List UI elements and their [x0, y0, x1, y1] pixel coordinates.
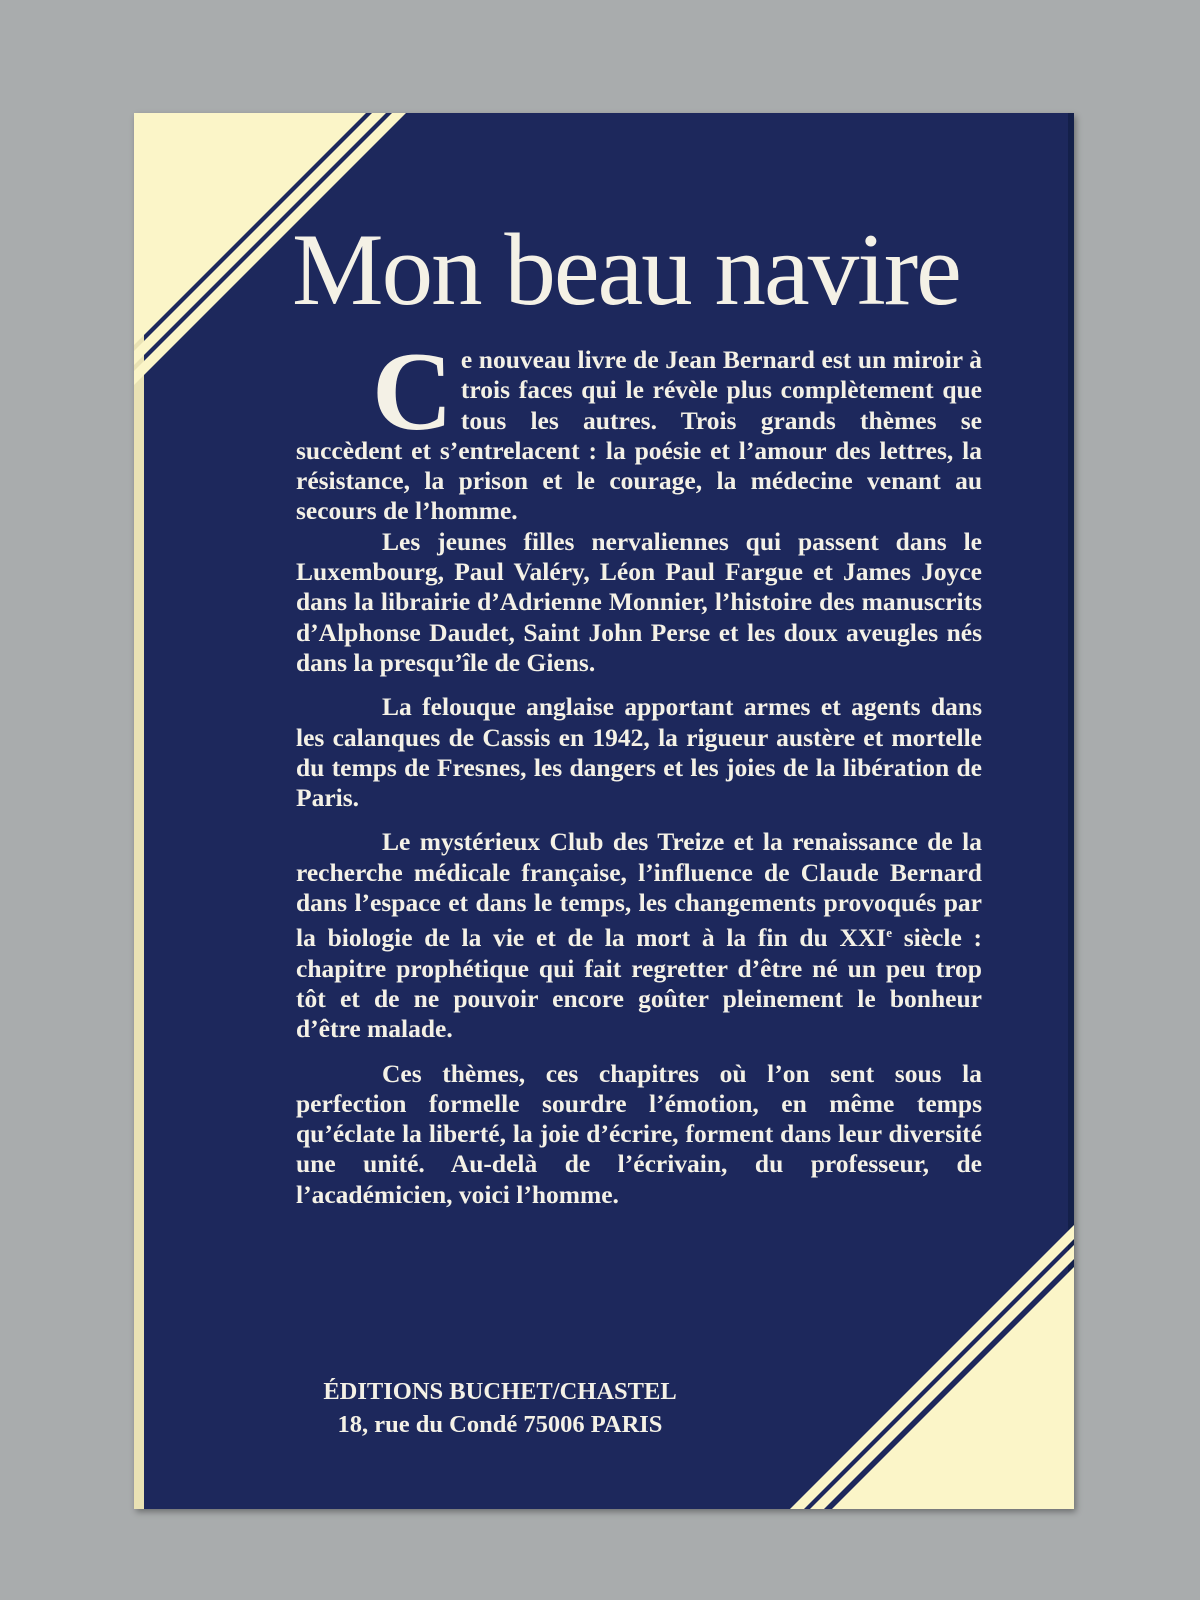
- paragraph-text: e nouveau livre de Jean Bernard est un miroir à trois faces qui le révèle plus complètement que tous les autres. Trois grands thèmes se succèdent et s’entrelacent : la poésie et l’amour des lettres, la résistance, la prison et le courage, la médecine venant au secours de l’homme.: [296, 345, 982, 526]
- superscript: e: [886, 925, 892, 941]
- bottom-right-cream-corner: [832, 1267, 1074, 1509]
- blurb-paragraph-1: [296, 330, 982, 527]
- book-back-cover: [134, 113, 1074, 1509]
- paragraph-text: siècle : chapitre prophétique qui fait regretter d’être né un peu trop tôt et de ne pouvoir encore goûter pleinement le bonheur d’être malade.: [296, 923, 982, 1044]
- blurb-paragraph-2: Les jeunes filles nervaliennes qui passent dans le Luxembourg, Paul Valéry, Léon Paul Fargue et James Joyce dans la librairie d’Adrienne Monnier, l’histoire des manuscrits d’Alphonse Daudet, Saint John Perse et les doux aveugles nés dans la presqu’île de Giens.: [296, 526, 982, 677]
- book-title: Mon beau navire: [292, 213, 960, 327]
- blurb-text: [296, 330, 982, 1210]
- paragraph-text: Le mystérieux Club des Treize et la renaissance de la recherche médicale française, l’influence de Claude Bernard dans l’espace et dans le temps, les changements provoqués par la biologie de la vie et de la mort à la fin du XXI: [296, 827, 982, 953]
- blurb-paragraph-4: [296, 827, 982, 1044]
- publisher-address: 18, rue du Condé 75006 PARIS: [337, 1411, 663, 1438]
- blurb-paragraph-3: La felouque anglaise apportant armes et agents dans les calanques de Cassis en 1942, la rigueur austère et mortelle du temps de Fresnes, les dangers et les joies de la libération de Paris.: [296, 692, 982, 813]
- publisher-name: ÉDITIONS BUCHET/CHASTEL: [323, 1378, 677, 1405]
- blurb-paragraph-5: Ces thèmes, ces chapitres où l’on sent sous la perfection formelle sourdre l’émotion, en même temps qu’éclate la liberté, la joie d’écrire, forment dans leur diversité une unité. Au-delà de l’écrivain, du professeur, de l’académicien, voici l’homme.: [296, 1058, 982, 1209]
- drop-cap: C: [372, 330, 453, 454]
- publisher-block: [296, 1375, 704, 1441]
